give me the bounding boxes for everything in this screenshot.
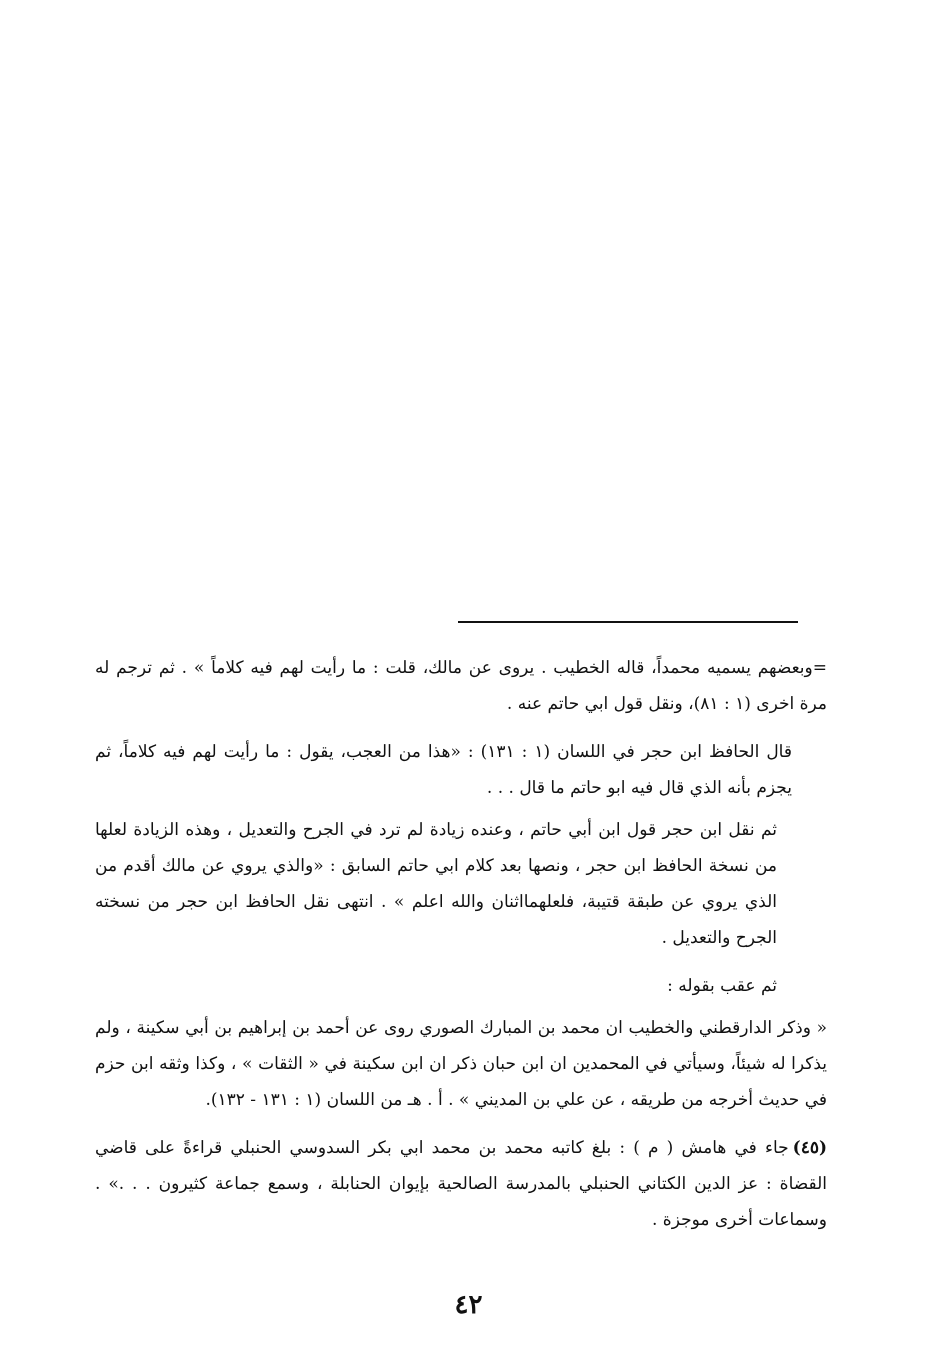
footnote-45 xyxy=(95,1130,827,1238)
page-number: ٤٢ xyxy=(454,1290,483,1320)
footnote-paragraph: ثم نقل ابن حجر قول ابن أبي حاتم ، وعنده زيادة لم ترد في الجرح والتعديل ، وهذه الزيادة لعلها من نسخة الحافظ ابن حجر ، ونصها بعد كلام ابي حاتم السابق : «والذي يروي عن مالك أقدم من الذي يروي عن طبقة قتيبة، فلعلهمااثنان والله اعلم » . انتهى نقل الحافظ ابن حجر من نسخته الجرح والتعديل . xyxy=(95,820,777,948)
footnote-paragraph: =وبعضهم يسميه محمداً، قاله الخطيب . يروى عن مالك، قلت : ما رأيت لهم فيه كلاماً » . ثم ترجم له مرة اخرى (١ : ٨١)، ونقل قول ابي حاتم عنه . xyxy=(95,658,827,714)
footnote-paragraph: قال الحافظ ابن حجر في اللسان (١ : ١٣١) : «هذا من العجب، يقول : ما رأيت لهم فيه كلاماً، ثم يجزم بأنه الذي قال فيه ابو حاتم ما قال . . . xyxy=(95,742,792,798)
footnotes-section xyxy=(95,650,827,1238)
footnote-paragraph: « وذكر الدارقطني والخطيب ان محمد بن المبارك الصوري روى عن أحمد بن إبراهيم بن أبي سكينة ، ولم يذكرا له شيئاً، وسيأتي في المحمدين ان ابن حبان ذكر ان ابن سكينة في « الثقات » ، وكذا وثقه ابن حزم في حديث أخرجه من طريقه ، عن علي بن المديني » . أ . هـ من اللسان (١ : ١٣١ - ١٣٢). xyxy=(95,1018,827,1110)
footnote-number: (٤٥) xyxy=(792,1138,827,1158)
footnote-separator-rule xyxy=(458,621,798,623)
footnote-text: جاء في هامش ( م ) : بلغ كاتبه محمد بن محمد ابي بكر السدوسي الحنبلي قراءةً على قاضي القضاة : عز الدين الكتاني الحنبلي بالمدرسة الصالحية بإيوان الحنابلة ، وسمع جماعة كثيرون . . .» . وسماعات أخرى موجزة . xyxy=(95,1138,827,1230)
footnote-paragraph: ثم عقب بقوله : xyxy=(667,976,777,996)
